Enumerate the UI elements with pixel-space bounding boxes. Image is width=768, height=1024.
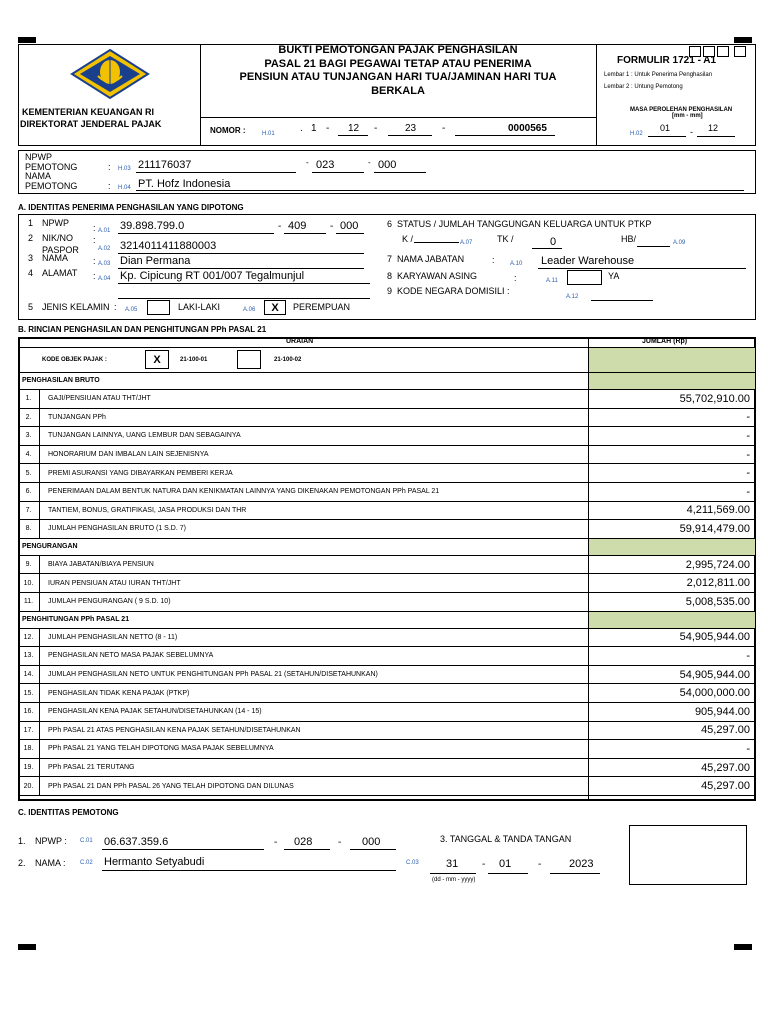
lembar-2: Lembar 2 : Untung Pemotong <box>604 84 683 90</box>
pemotong-npwp-1: 211176037 <box>138 159 192 171</box>
table-row <box>18 409 756 428</box>
table-row <box>18 556 756 575</box>
form-name: FORMULIR 1721 - A1 <box>617 55 717 66</box>
c-yyyy: 2023 <box>569 858 594 870</box>
kode-label: KODE OBJEK PAJAK : <box>42 357 107 363</box>
a-hb-code: A.09 <box>673 240 686 246</box>
row-label: JUMLAH PENGHASILAN NETTO (8 - 11) <box>48 633 178 641</box>
nomor-part-2: 12 <box>348 123 360 134</box>
a-npwp-code: A.01 <box>98 228 111 234</box>
c-date-code: C.03 <box>406 860 419 866</box>
table-row <box>18 777 756 796</box>
row-number: 7. <box>18 502 40 520</box>
kode-green-cell <box>589 348 755 372</box>
a-alamat-code: A.04 <box>98 276 111 282</box>
row-value: 45,297.00 <box>701 780 750 793</box>
a-k-label: K / <box>402 234 414 244</box>
row-value: 5,008,535.00 <box>685 595 750 608</box>
section-c-title: C. IDENTITAS PEMOTONG <box>18 808 119 817</box>
table-row <box>18 574 756 593</box>
registration-mark <box>734 37 752 43</box>
row-value: - <box>746 649 750 662</box>
a-tk-label: TK / <box>497 234 514 244</box>
row-number: 18. <box>18 740 40 758</box>
row-label: GAJI/PENSIUAN ATAU THT/JHT <box>48 395 151 403</box>
a-jk-label: JENIS KELAMIN <box>42 302 110 312</box>
row-value: 55,702,910.00 <box>679 392 750 405</box>
row-value: 2,012,811.00 <box>686 577 750 590</box>
row-number: 8. <box>18 520 40 538</box>
pemotong-npwp-label-2: PEMOTONG <box>25 162 78 172</box>
masa-code: H.02 <box>630 131 643 137</box>
kode-2: 21-100-02 <box>274 357 302 363</box>
row-number: 5. <box>18 464 40 482</box>
a-nama-label: NAMA <box>42 253 69 263</box>
kode-21-100-02-checkbox[interactable] <box>237 350 261 369</box>
row-number: 4. <box>18 446 40 464</box>
ministry-name: KEMENTERIAN KEUANGAN RI <box>22 107 155 117</box>
c-npwp-2: 028 <box>294 836 313 848</box>
c-dd: 31 <box>446 858 459 870</box>
signature-box[interactable] <box>629 825 747 885</box>
form-title-line-2: PASAL 21 BAGI PEGAWAI TETAP ATAU PENERIMA <box>264 58 532 70</box>
pemotong-npwp-label: NPWP <box>25 152 52 162</box>
c-date-format: (dd - mm - yyyy) <box>432 877 476 883</box>
table-row <box>18 740 756 759</box>
row-label: JUMLAH PENGHASILAN NETO UNTUK PENGHITUNGAN PPh PASAL 21 (SETAHUN/DISETAHUNKAN) <box>48 671 378 679</box>
row-value: 54,905,944.00 <box>679 631 750 644</box>
a-status-label: STATUS / JUMLAH TANGGUNGAN KELUARGA UNTUK PTKP <box>397 219 652 229</box>
table-row <box>18 427 756 446</box>
table-row <box>18 703 756 722</box>
masa-sub: [mm - mm] <box>672 113 703 119</box>
nomor-label: NOMOR : <box>210 126 246 135</box>
registration-mark <box>18 37 36 43</box>
row-number: 9. <box>18 556 40 574</box>
a-nama-code: A.03 <box>98 261 111 267</box>
table-row <box>18 647 756 666</box>
form-title-line-1: BUKTI PEMOTONGAN PAJAK PENGHASILAN <box>278 44 518 56</box>
row-value: - <box>746 485 750 498</box>
a-alamat: Kp. Cipicung RT 001/007 Tegalmunjul <box>120 270 305 282</box>
pemotong-npwp-code: H.03 <box>118 166 131 172</box>
row-value: - <box>746 467 750 480</box>
pengurangan-title-row <box>18 539 756 556</box>
nomor-code: H.01 <box>262 131 275 137</box>
row-label: TUNJANGAN LAINNYA, UANG LEMBUR DAN SEBAGAINYA <box>48 432 241 440</box>
masa-label: MASA PEROLEHAN PENGHASILAN <box>630 107 733 113</box>
kode-1: 21-100-01 <box>180 357 208 363</box>
a-nik-code: A.02 <box>98 246 111 252</box>
kode-21-100-01-checkbox[interactable]: X <box>145 350 169 369</box>
row-number: 11. <box>18 593 40 611</box>
row-label: JUMLAH PENGHASILAN BRUTO (1 S.D. 7) <box>48 525 186 533</box>
row-value: 905,944.00 <box>694 705 750 718</box>
c-nama: Hermanto Setyabudi <box>104 856 205 868</box>
row-value: 59,914,479.00 <box>679 522 750 535</box>
row-number: 17. <box>18 722 40 740</box>
a-jabatan-code: A.10 <box>510 261 523 267</box>
laki-laki-label: LAKI-LAKI <box>178 302 221 312</box>
a-k-code: A.07 <box>460 240 473 246</box>
a-negara-code: A.12 <box>566 294 579 300</box>
row-number: 16. <box>18 703 40 721</box>
nomor-part-3: 23 <box>405 123 417 134</box>
c-nama-code: C.02 <box>80 860 93 866</box>
row-label: PREMI ASURANSI YANG DIBAYARKAN PEMBERI KERJA <box>48 469 233 477</box>
row-number: 12. <box>18 629 40 647</box>
row-label: TUNJANGAN PPh <box>48 413 106 421</box>
nomor-part-4: 0000565 <box>508 123 547 134</box>
a-negara-label: KODE NEGARA DOMISILI : <box>397 286 510 296</box>
c-npwp-no: 1. <box>18 836 26 846</box>
a-jabatan: Leader Warehouse <box>541 255 635 267</box>
row-number: 2. <box>18 409 40 427</box>
row-number: 10. <box>18 574 40 592</box>
c-mm: 01 <box>499 858 512 870</box>
a-npwp-label: NPWP <box>42 218 69 228</box>
table-row <box>18 722 756 741</box>
row-label: PPh PASAL 21 DAN PPh PASAL 26 YANG TELAH DIPOTONG DAN DILUNAS <box>48 782 294 790</box>
row-number: 19. <box>18 759 40 777</box>
row-label: JUMLAH PENGURANGAN ( 9 S.D. 10) <box>48 598 171 606</box>
table-row <box>18 446 756 465</box>
row-number: 1. <box>18 390 40 408</box>
pemotong-nama-code: H.04 <box>118 185 131 191</box>
table-row <box>18 464 756 483</box>
a-hb-label: HB/ <box>621 234 637 244</box>
c-nama-label: NAMA : <box>35 858 66 868</box>
perempuan-label: PEREMPUAN <box>293 302 351 312</box>
pemotong-npwp-2: 023 <box>316 159 335 171</box>
row-number: 14. <box>18 666 40 684</box>
pemotong-nama-label-2: PEMOTONG <box>25 181 78 191</box>
a-ya-label: YA <box>608 271 620 281</box>
a-npwp-1: 39.898.799.0 <box>120 220 185 232</box>
a-jabatan-label: NAMA JABATAN <box>397 254 465 264</box>
a-alamat-label: ALAMAT <box>42 268 78 278</box>
row-label: PPh PASAL 21 YANG TELAH DIPOTONG MASA PAJAK SEBELUMNYA <box>48 745 274 753</box>
pemotong-nama-label: NAMA <box>25 171 52 181</box>
row-label: PENGHASILAN TIDAK KENA PAJAK (PTKP) <box>48 689 190 697</box>
row-value: 54,905,944.00 <box>679 668 750 681</box>
row-value: 4,211,569.00 <box>686 504 750 517</box>
row-value: 54,000,000.00 <box>679 687 750 700</box>
table-row <box>18 629 756 648</box>
directorate-name: DIREKTORAT JENDERAL PAJAK <box>20 119 162 129</box>
row-number: 13. <box>18 647 40 665</box>
row-value: - <box>746 448 750 461</box>
a-npwp-3: 000 <box>340 220 359 232</box>
row-label: PENERIMAAN DALAM BENTUK NATURA DAN KENIKMATAN LAINNYA YANG DIKENAKAN PEMOTONGAN PPh PASAL 21 <box>48 488 440 496</box>
c-nama-no: 2. <box>18 858 26 868</box>
row-value: 45,297.00 <box>701 761 750 774</box>
col-uraian: URAIAN <box>286 338 314 345</box>
section-a-title: A. IDENTITAS PENERIMA PENGHASILAN YANG DIPOTONG <box>18 203 244 212</box>
registration-mark <box>734 944 752 950</box>
table-row <box>18 666 756 685</box>
c-npwp-code: C.01 <box>80 838 93 844</box>
section-b-title: B. RINCIAN PENGHASILAN DAN PENGHITUNGAN PPh PASAL 21 <box>18 325 267 334</box>
row-label: PENGHASILAN NETO MASA PAJAK SEBELUMNYA <box>48 652 214 660</box>
penghasilan-bruto-title: PENGHASILAN BRUTO <box>22 377 100 384</box>
karyawan-asing-checkbox[interactable] <box>567 270 602 285</box>
a-paspor-label: PASPOR <box>42 245 79 255</box>
row-label: PPh PASAL 21 ATAS PENGHASILAN KENA PAJAK SETAHUN/DISETAHUNKAN <box>48 726 301 734</box>
a-nik-label: NIK/NO <box>42 233 74 243</box>
row-label: BIAYA JABATAN/BIAYA PENSIUN <box>48 561 154 569</box>
table-row <box>18 759 756 778</box>
row-label: TANTIEM, BONUS, GRATIFIKASI, JASA PRODUKSI DAN THR <box>48 506 247 514</box>
table-row <box>18 684 756 703</box>
a-jk-code-1: A.05 <box>125 307 138 313</box>
a-asing-code: A.11 <box>546 278 558 284</box>
c-ttd-label: 3. TANGGAL & TANDA TANGAN <box>440 834 572 844</box>
table-row <box>18 520 756 539</box>
row-value: - <box>746 411 750 424</box>
perempuan-checkbox[interactable]: X <box>264 300 286 315</box>
form-title-line-4: BERKALA <box>371 85 425 97</box>
a-npwp-2: 409 <box>288 220 307 232</box>
pemotong-npwp-3: 000 <box>378 159 397 171</box>
row-label: PENGHASILAN KENA PAJAK SETAHUN/DISETAHUNKAN (14 - 15) <box>48 708 262 716</box>
row-value: 2,995,724.00 <box>685 558 750 571</box>
a-nik: 3214011411880003 <box>120 240 217 252</box>
pph-title: PENGHITUNGAN PPh PASAL 21 <box>22 615 130 623</box>
nomor-part-1: 1 <box>311 123 317 134</box>
a-tk-value: 0 <box>550 236 557 248</box>
table-row <box>18 483 756 502</box>
row-number: 6. <box>18 483 40 501</box>
row-number: 20. <box>18 777 40 795</box>
a-jk-code-2: A.06 <box>243 307 256 313</box>
masa-to: 12 <box>708 123 719 133</box>
c-npwp-3: 000 <box>362 836 381 848</box>
pph-title-row <box>18 612 756 629</box>
registration-mark <box>18 944 36 950</box>
form-title-line-3: PENSIUN ATAU TUNJANGAN HARI TUA/JAMINAN HARI TUA <box>239 71 557 83</box>
c-npwp-label: NPWP : <box>35 836 67 846</box>
row-value: - <box>746 742 750 755</box>
penghasilan-bruto-title-row <box>18 373 756 390</box>
row-value: 45,297.00 <box>701 724 750 737</box>
pengurangan-title: PENGURANGAN <box>22 542 78 550</box>
row-value: - <box>746 429 750 442</box>
col-jumlah: JUMLAH (Rp) <box>642 338 688 345</box>
table-row <box>18 390 756 409</box>
laki-laki-checkbox[interactable] <box>147 300 170 315</box>
table-row <box>18 502 756 521</box>
row-number: 3. <box>18 427 40 445</box>
row-label: IURAN PENSIUAN ATAU IURAN THT/JHT <box>48 579 181 587</box>
masa-from: 01 <box>660 123 671 133</box>
c-npwp-1: 06.637.359.6 <box>104 836 169 848</box>
row-label: PPh PASAL 21 TERUTANG <box>48 764 135 772</box>
pemotong-nama: PT. Hofz Indonesia <box>138 178 231 190</box>
a-asing-label: KARYAWAN ASING <box>397 271 478 281</box>
ministry-logo <box>68 48 152 100</box>
a-nama: Dian Permana <box>120 255 191 267</box>
table-row <box>18 593 756 612</box>
row-label: HONORARIUM DAN IMBALAN LAIN SEJENISNYA <box>48 451 209 459</box>
lembar-1: Lembar 1 : Untuk Penerima Penghasilan <box>604 72 713 78</box>
row-number: 15. <box>18 684 40 702</box>
